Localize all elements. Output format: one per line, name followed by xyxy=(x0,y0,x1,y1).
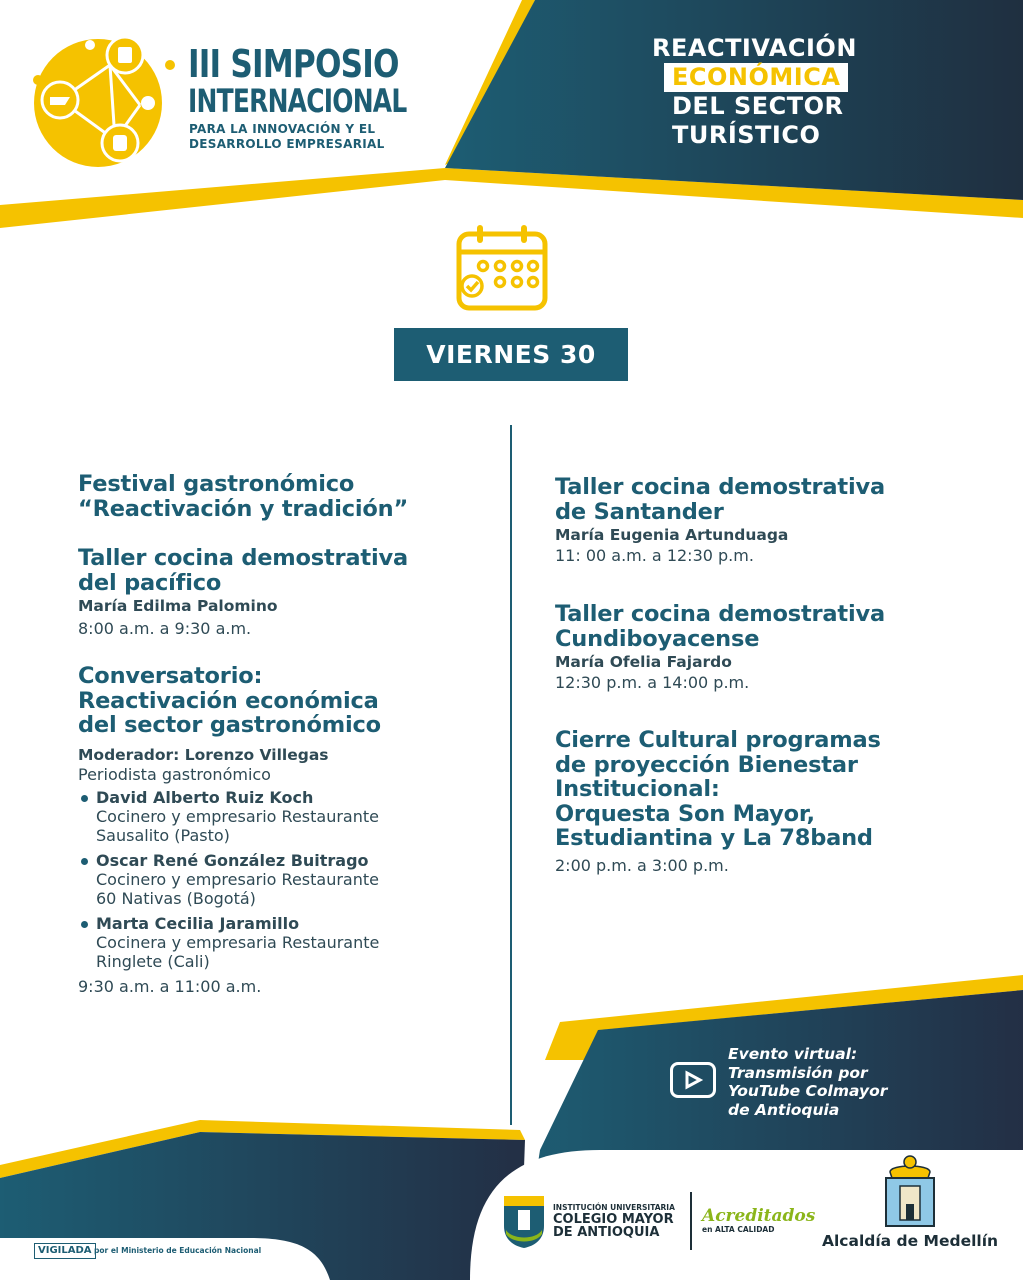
symposium-title-line-1: III SIMPOSIO xyxy=(188,42,399,86)
event-title xyxy=(78,546,498,595)
event-title xyxy=(78,664,498,738)
event-person: María Eugenia Artunduaga xyxy=(555,526,789,544)
logo-divider xyxy=(690,1192,692,1250)
topic-line-1: REACTIVACIÓN xyxy=(652,34,857,62)
event-title-line: Cundiboyacense xyxy=(555,625,760,652)
vigilada-text: por el Ministerio de Educación Nacional xyxy=(94,1246,262,1255)
acreditados-logo xyxy=(702,1207,815,1235)
event-person: María Edilma Palomino xyxy=(78,597,278,615)
event-person: María Ofelia Fajardo xyxy=(555,653,732,671)
festival-title-line-1: Festival gastronómico xyxy=(78,471,355,497)
calendar-icon xyxy=(455,222,550,312)
acreditados-line-2: en ALTA CALIDAD xyxy=(702,1225,775,1234)
colmayor-name xyxy=(553,1203,675,1239)
network-logo-icon xyxy=(20,25,180,175)
event-title-line: del sector gastronómico xyxy=(78,712,381,738)
symposium-subtitle-line-1: PARA LA INNOVACIÓN Y EL xyxy=(189,122,376,136)
virtual-line: Transmisión por xyxy=(728,1063,868,1082)
guest-name: Marta Cecilia Jaramillo xyxy=(96,913,300,933)
topic-line-3: DEL SECTOR xyxy=(672,92,844,120)
virtual-line: de Antioquia xyxy=(728,1100,840,1119)
event-cundiboyacense xyxy=(555,602,975,694)
event-time: 9:30 a.m. a 11:00 a.m. xyxy=(78,976,262,996)
colmayor-line-1: INSTITUCIÓN UNIVERSITARIA xyxy=(553,1203,675,1212)
guest-name: Oscar René González Buitrago xyxy=(96,850,369,870)
event-title-line: Orquesta Son Mayor, xyxy=(555,800,815,827)
event-title-line: Reactivación económica xyxy=(78,687,379,714)
guest-desc: 60 Nativas (Bogotá) xyxy=(96,888,256,908)
event-title-line: Cierre Cultural programas xyxy=(555,727,881,753)
event-time: 2:00 p.m. a 3:00 p.m. xyxy=(555,855,729,875)
colmayor-line-2: COLEGIO MAYOR xyxy=(553,1212,674,1227)
guest-item xyxy=(78,788,498,845)
topic-line-2-highlight: ECONÓMICA xyxy=(664,63,848,92)
festival-title xyxy=(78,472,498,521)
guest-desc: Cocinero y empresario Restaurante xyxy=(96,869,379,889)
event-title-line: Taller cocina demostrativa xyxy=(78,545,408,571)
guest-item xyxy=(78,914,498,971)
event-title-line: Estudiantina y La 78band xyxy=(555,825,873,851)
virtual-event-text xyxy=(728,1045,887,1119)
column-divider xyxy=(510,425,512,1125)
event-time: 12:30 p.m. a 14:00 p.m. xyxy=(555,673,750,692)
play-icon[interactable] xyxy=(670,1062,716,1098)
bullet-icon xyxy=(81,858,88,865)
guest-name: David Alberto Ruiz Koch xyxy=(96,787,314,807)
guest-desc: Cocinero y empresario Restaurante xyxy=(96,806,379,826)
guest-desc: Cocinera y empresaria Restaurante xyxy=(96,932,380,952)
guest-item xyxy=(78,851,498,908)
symposium-subtitle xyxy=(189,122,385,152)
festival-title-line-2: “Reactivación y tradición” xyxy=(78,495,409,522)
moderator-role: Periodista gastronómico xyxy=(78,764,271,784)
event-title-line: de proyección Bienestar xyxy=(555,751,858,778)
symposium-title-line-2: INTERNACIONAL xyxy=(188,82,407,120)
event-title xyxy=(555,728,975,851)
alcaldia-label: Alcaldía de Medellín xyxy=(822,1232,999,1250)
left-column xyxy=(78,472,498,998)
event-title-line: Conversatorio: xyxy=(78,663,263,689)
colmayor-shield-icon xyxy=(500,1190,548,1250)
event-title-line: Taller cocina demostrativa xyxy=(555,601,885,627)
event-cierre-cultural xyxy=(555,728,975,877)
virtual-line: Evento virtual: xyxy=(728,1045,858,1063)
moderator-name: Moderador: Lorenzo Villegas xyxy=(78,745,329,764)
right-column xyxy=(555,475,975,877)
day-badge: VIERNES 30 xyxy=(394,328,628,381)
event-time: 11: 00 a.m. a 12:30 p.m. xyxy=(555,546,754,565)
virtual-line: YouTube Colmayor xyxy=(728,1082,888,1100)
guest-desc: Ringlete (Cali) xyxy=(96,951,210,971)
bullet-icon xyxy=(81,921,88,928)
colmayor-line-3: DE ANTIOQUIA xyxy=(553,1225,660,1240)
event-santander xyxy=(555,475,975,567)
symposium-subtitle-line-2: DESARROLLO EMPRESARIAL xyxy=(189,137,385,151)
event-title xyxy=(555,602,975,651)
event-title-line: Institucional: xyxy=(555,776,720,802)
vigilada-badge: VIGILADA xyxy=(34,1243,96,1259)
topic-title xyxy=(652,34,857,150)
guest-desc: Sausalito (Pasto) xyxy=(96,825,230,845)
medellin-crest-icon xyxy=(880,1154,940,1228)
event-title-line: de Santander xyxy=(555,498,724,525)
event-title xyxy=(555,475,975,524)
event-title-line: del pacífico xyxy=(78,569,222,596)
bullet-icon xyxy=(81,795,88,802)
acreditados-line-1: Acreditados xyxy=(702,1206,816,1226)
event-conversatorio xyxy=(78,664,498,998)
play-triangle-icon xyxy=(673,1065,713,1095)
topic-line-4: TURÍSTICO xyxy=(672,121,821,149)
event-time: 8:00 a.m. a 9:30 a.m. xyxy=(78,619,252,638)
event-pacifico xyxy=(78,546,498,640)
event-title-line: Taller cocina demostrativa xyxy=(555,474,885,500)
